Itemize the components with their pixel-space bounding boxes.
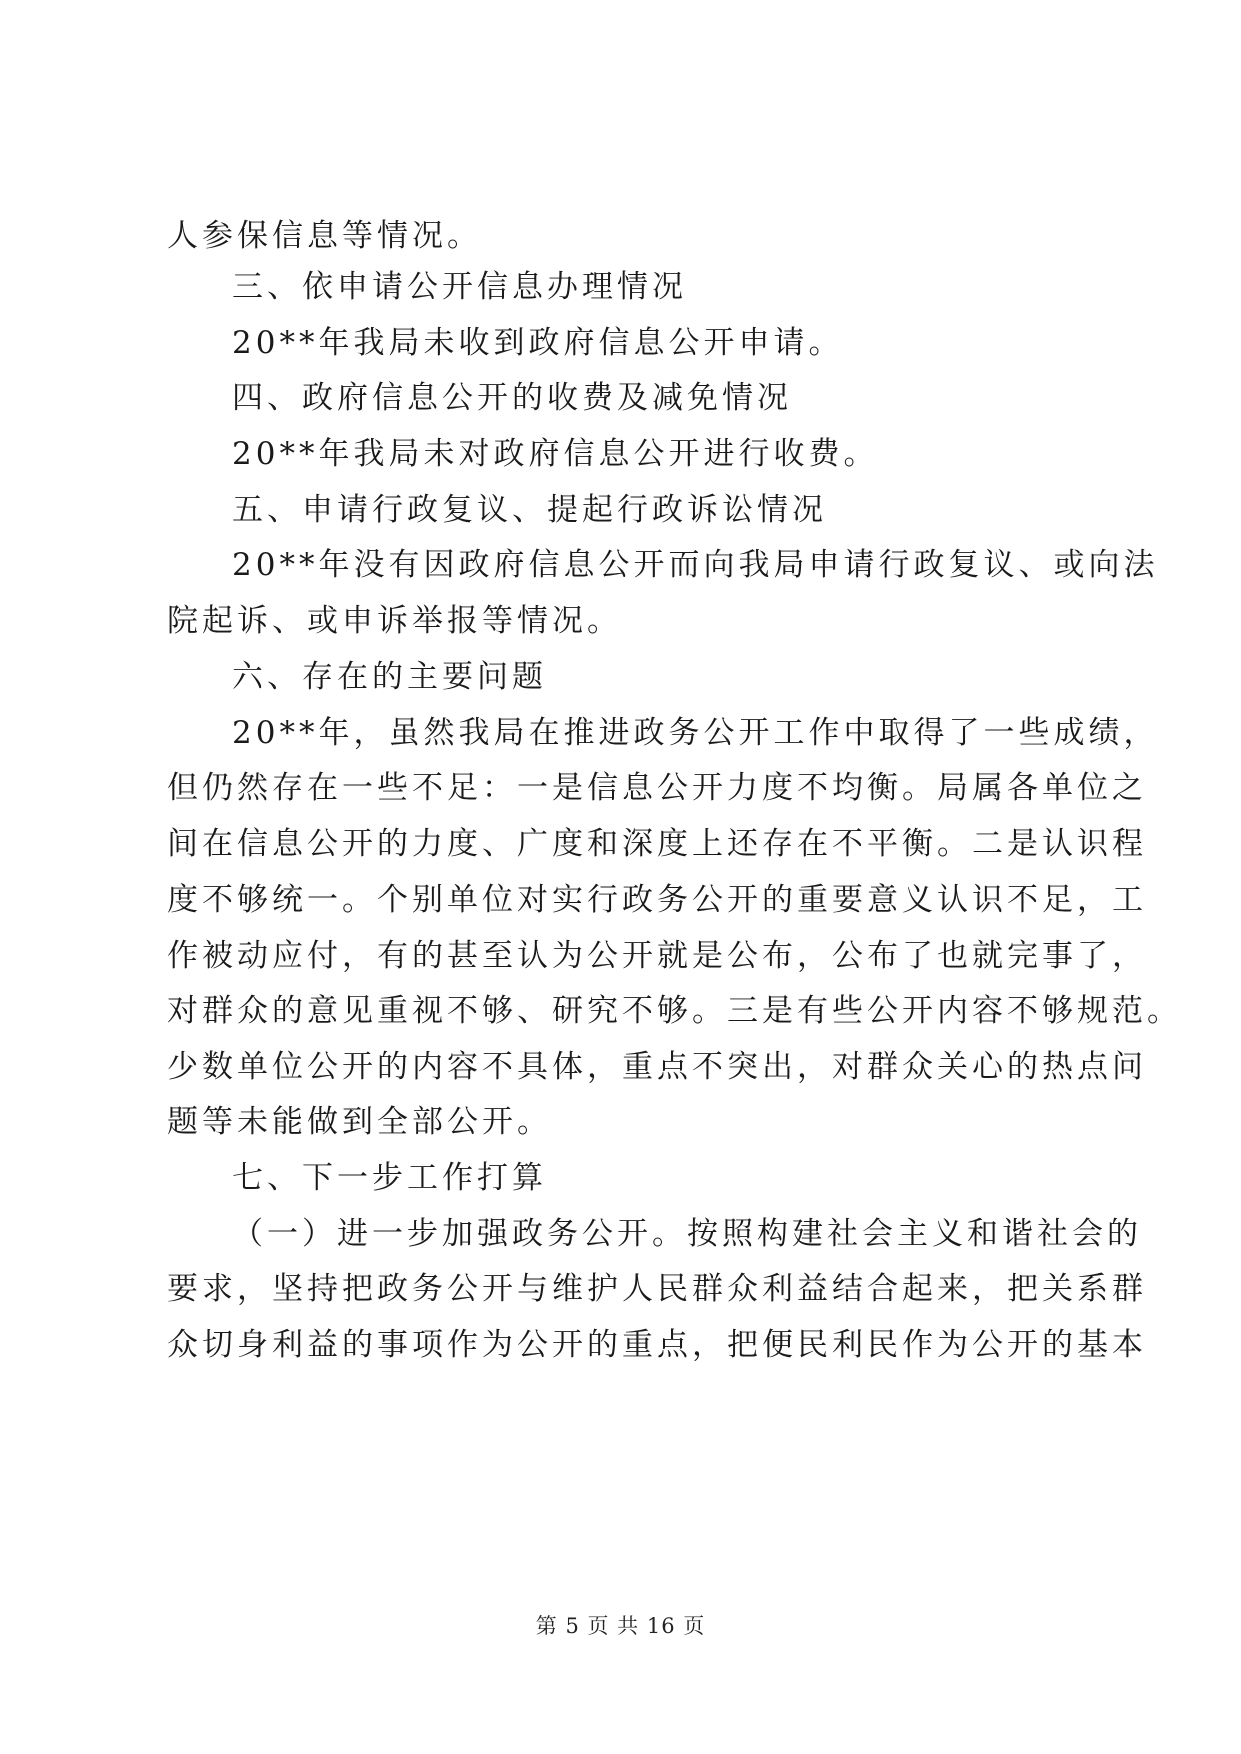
text-line-20: 要求，坚持把政务公开与维护人民群众利益结合起来，把关系群 bbox=[167, 1271, 1147, 1307]
section-heading-3: 三、依申请公开信息办理情况 bbox=[232, 269, 687, 305]
text-line-17: 题等未能做到全部公开。 bbox=[167, 1104, 552, 1140]
text-line-14: 作被动应付，有的甚至认为公开就是公布，公布了也就完事了， bbox=[167, 938, 1147, 974]
section-heading-4: 四、政府信息公开的收费及减免情况 bbox=[232, 380, 792, 416]
text-line-21: 众切身利益的事项作为公开的重点，把便民利民作为公开的基本 bbox=[167, 1327, 1147, 1363]
text-line-19: （一）进一步加强政务公开。按照构建社会主义和谐社会的 bbox=[232, 1216, 1142, 1252]
text-line-1: 人参保信息等情况。 bbox=[167, 218, 482, 254]
text-line-7: 20**年没有因政府信息公开而向我局申请行政复议、或向法 bbox=[232, 547, 1159, 583]
text-line-10: 20**年，虽然我局在推进政务公开工作中取得了一些成绩， bbox=[232, 715, 1159, 751]
text-line-15: 对群众的意见重视不够、研究不够。三是有些公开内容不够规范。 bbox=[167, 993, 1182, 1029]
text-line-12: 间在信息公开的力度、广度和深度上还存在不平衡。二是认识程 bbox=[167, 826, 1147, 862]
text-line-16: 少数单位公开的内容不具体，重点不突出，对群众关心的热点问 bbox=[167, 1049, 1147, 1085]
section-heading-6: 六、存在的主要问题 bbox=[232, 659, 547, 695]
text-line-13: 度不够统一。个别单位对实行政务公开的重要意义认识不足，工 bbox=[167, 882, 1147, 918]
text-line-5: 20**年我局未对政府信息公开进行收费。 bbox=[232, 436, 879, 472]
section-heading-7: 七、下一步工作打算 bbox=[232, 1160, 547, 1196]
text-line-8: 院起诉、或申诉举报等情况。 bbox=[167, 603, 622, 639]
text-line-3: 20**年我局未收到政府信息公开申请。 bbox=[232, 325, 844, 361]
page-footer: 第 5 页 共 16 页 bbox=[535, 1614, 706, 1638]
section-heading-5: 五、申请行政复议、提起行政诉讼情况 bbox=[232, 492, 827, 528]
text-line-11: 但仍然存在一些不足：一是信息公开力度不均衡。局属各单位之 bbox=[167, 770, 1147, 806]
